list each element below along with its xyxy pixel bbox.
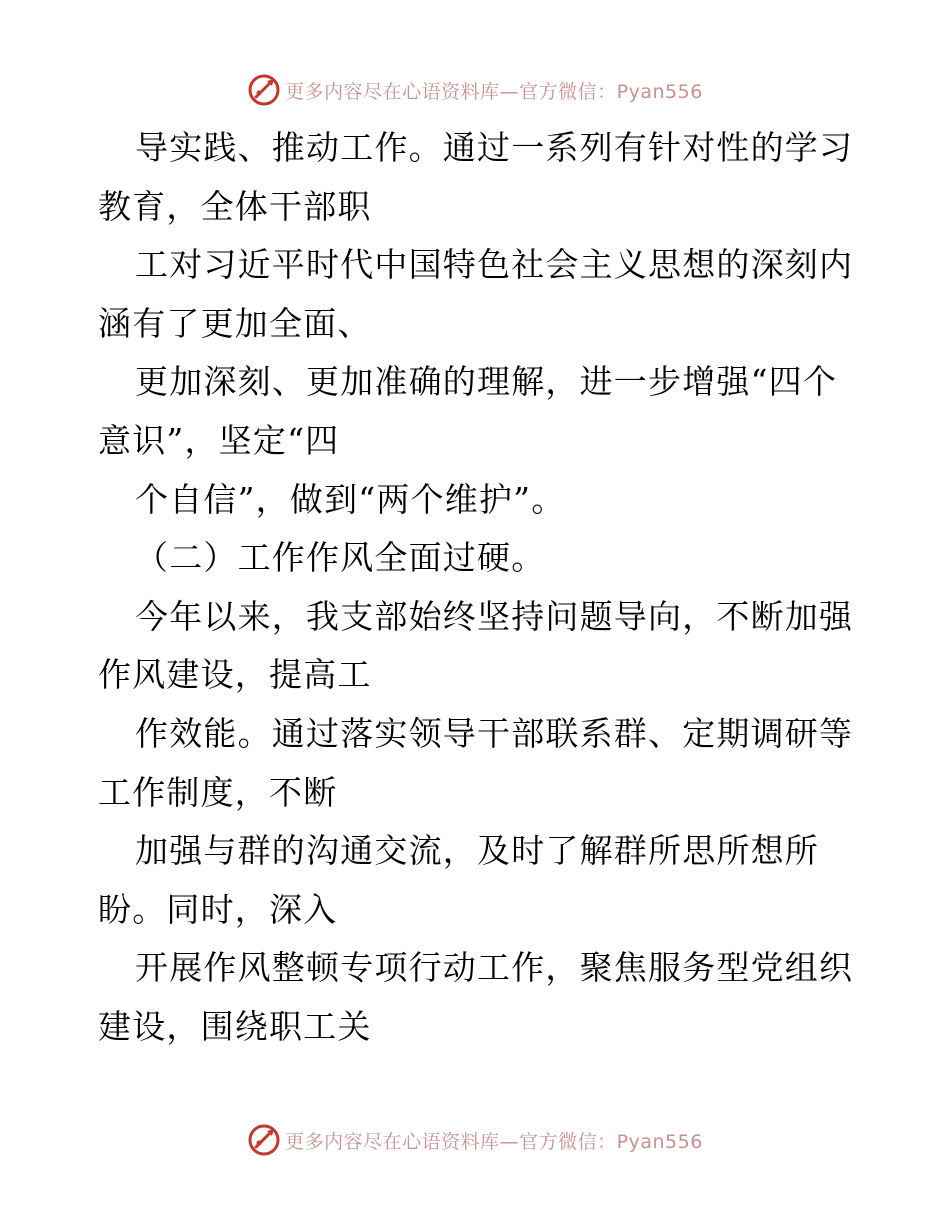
body-line: 工作制度，不断 xyxy=(98,772,338,812)
body-line: 涵有了更加全面、 xyxy=(98,303,372,343)
body-line: 加强与群的沟通交流，及时了解群所思所想所 xyxy=(135,831,819,871)
body-line: 今年以来，我支部始终坚持问题导向，不断加强 xyxy=(135,596,854,636)
footer-banner-text: 更多内容尽在心语资料库—官方微信：Pyan556 xyxy=(285,1130,703,1153)
body-line: 开展作风整顿专项行动工作，聚焦服务型党组织 xyxy=(135,948,854,988)
header-banner-text: 更多内容尽在心语资料库—官方微信：Pyan556 xyxy=(285,80,703,103)
section-heading: （二）工作作风全面过硬。 xyxy=(135,538,546,578)
body-line: 个自信”，做到“两个维护”。 xyxy=(135,479,566,519)
body-line: 教育，全体干部职 xyxy=(98,186,372,226)
body-line: 作风建设，提高工 xyxy=(98,655,372,695)
body-line: 工对习近平时代中国特色社会主义思想的深刻内 xyxy=(135,245,854,285)
brand-logo-icon xyxy=(247,1123,281,1157)
body-line: 意识”，坚定“四 xyxy=(98,420,340,460)
document-body xyxy=(98,119,858,1057)
body-line: 导实践、推动工作。通过一系列有针对性的学习 xyxy=(135,128,854,167)
body-line: 作效能。通过落实领导干部联系群、定期调研等 xyxy=(135,713,854,753)
brand-logo-icon xyxy=(247,73,281,107)
footer-watermark-banner xyxy=(0,1120,950,1160)
header-watermark-banner xyxy=(0,70,950,110)
body-line: 盼。同时，深入 xyxy=(98,889,338,929)
body-line: 更加深刻、更加准确的理解，进一步增强“四个 xyxy=(135,362,838,402)
body-line: 建设，围绕职工关 xyxy=(98,1006,372,1046)
